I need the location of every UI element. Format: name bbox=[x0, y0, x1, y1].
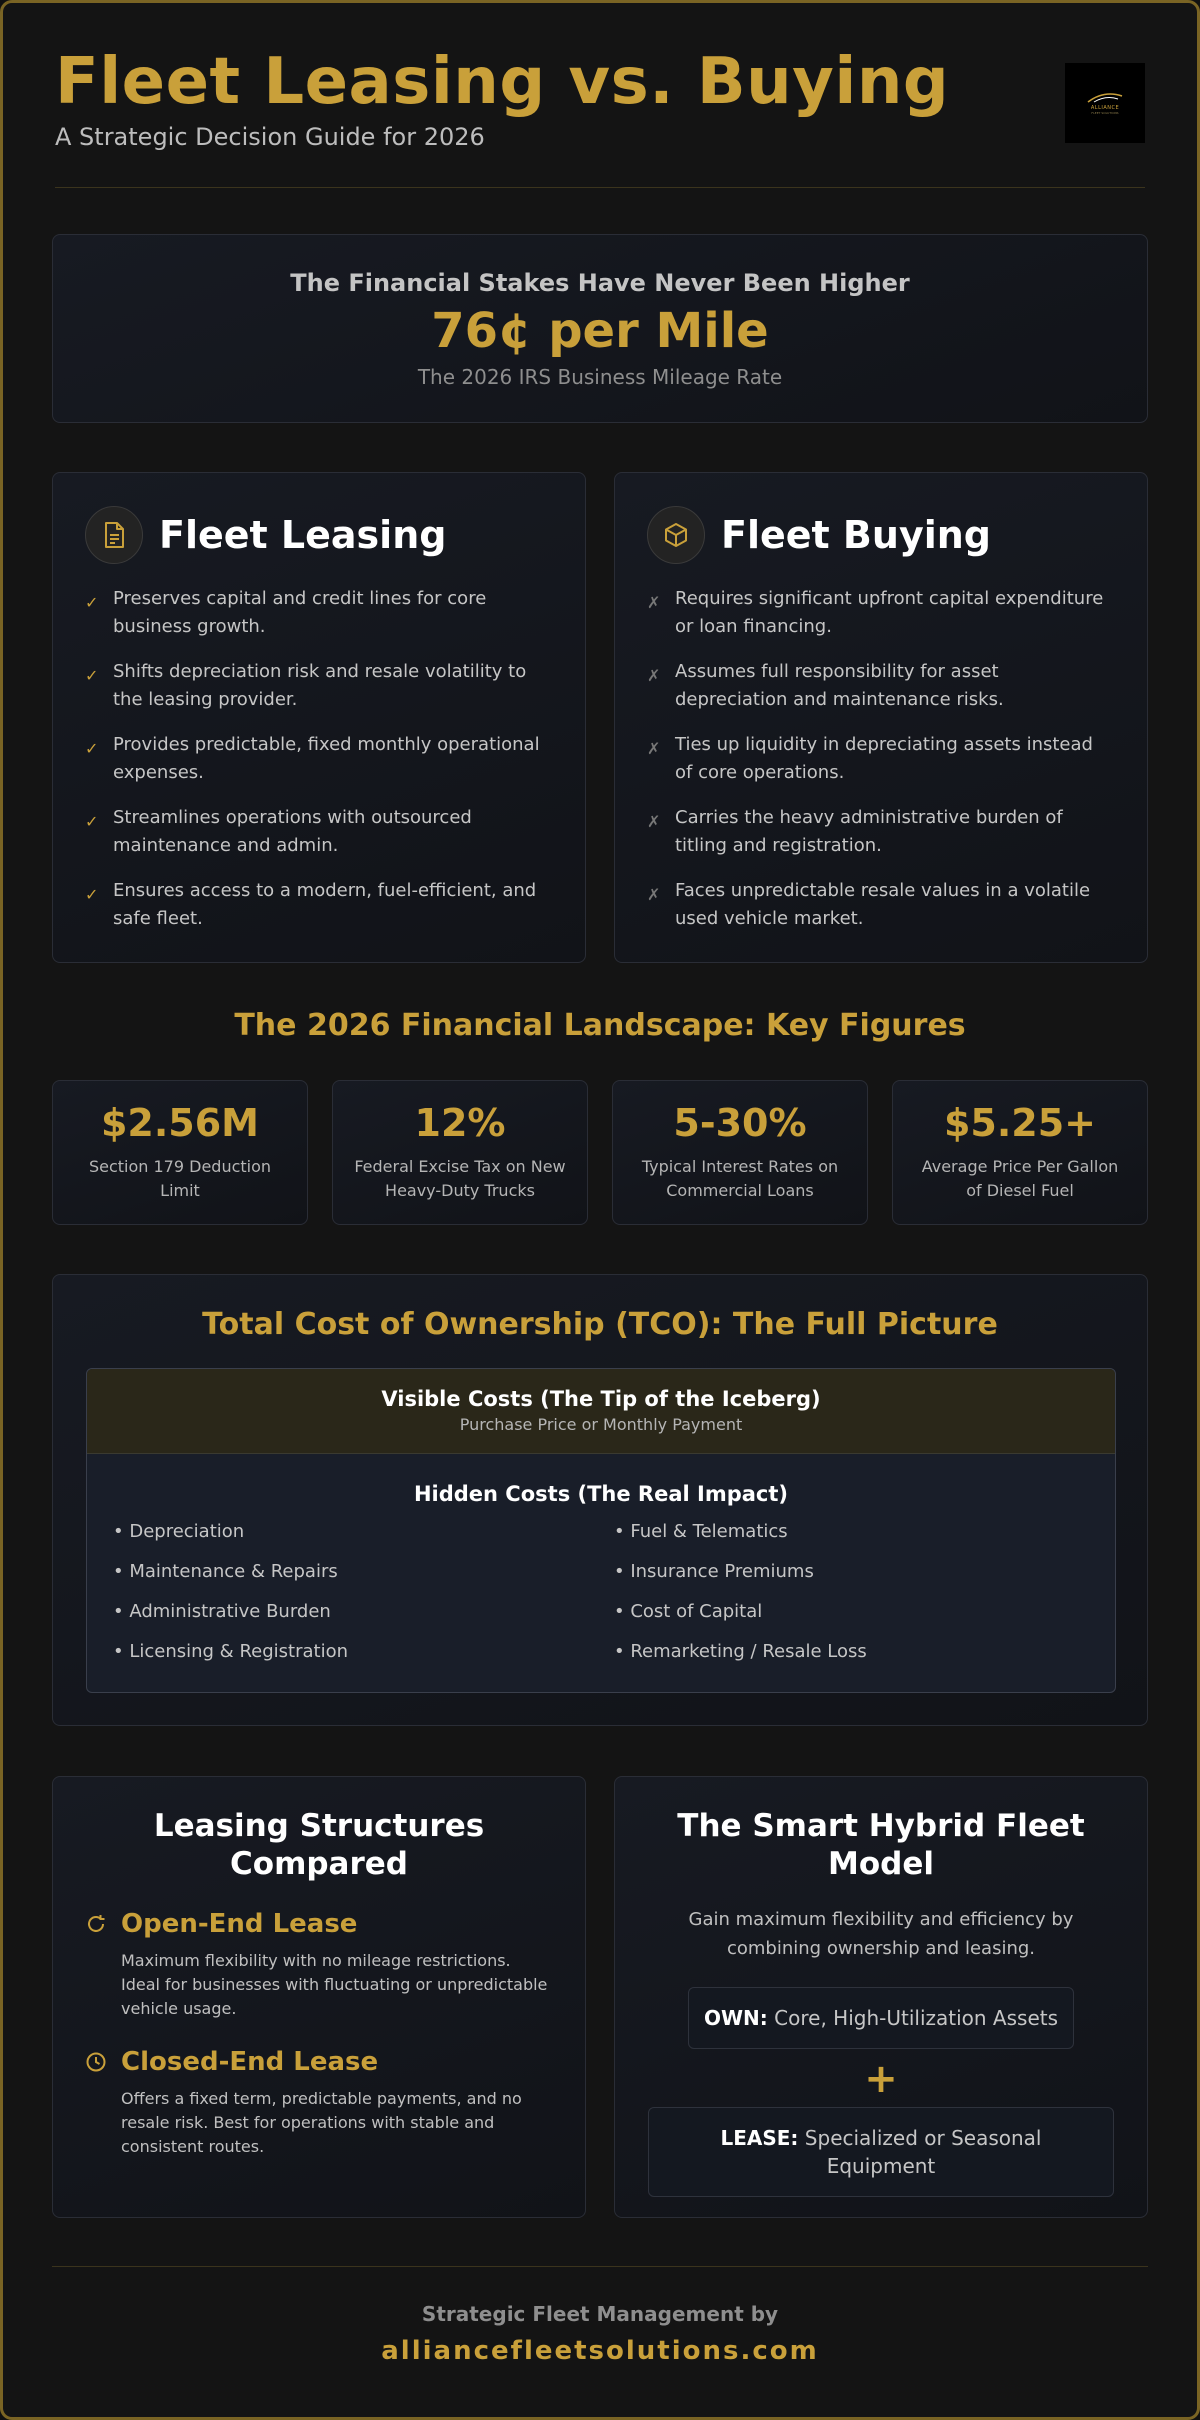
cube-icon bbox=[647, 506, 705, 564]
list-item bbox=[85, 585, 553, 641]
buying-point: Assumes full responsibility for asset depreciation and maintenance risks. bbox=[675, 661, 1004, 710]
structures-title: Leasing Structures Compared bbox=[153, 1808, 485, 1882]
list-item bbox=[85, 877, 553, 933]
check-icon: ✓ bbox=[85, 593, 99, 612]
leasing-point: Shifts depreciation risk and resale volatility to the leasing provider. bbox=[113, 661, 527, 710]
list-item bbox=[647, 585, 1115, 641]
logo-text: ALLIANCE bbox=[1090, 104, 1120, 111]
leasing-card bbox=[52, 472, 586, 963]
figure-label: Average Price Per Gallon of Diesel Fuel bbox=[921, 1157, 1119, 1200]
page-title: Fleet Leasing vs. Buying bbox=[55, 45, 950, 119]
closed-end-lease-name: Closed-End Lease bbox=[121, 2047, 379, 2077]
list-item: • Administrative Burden bbox=[113, 1601, 331, 1622]
buying-point: Requires significant upfront capital expenditure or loan financing. bbox=[675, 588, 1104, 637]
lease-text: Specialized or Seasonal Equipment bbox=[804, 2126, 1042, 2178]
buying-points bbox=[647, 585, 1115, 933]
tco-heading: Total Cost of Ownership (TCO): The Full Picture bbox=[202, 1307, 998, 1342]
hybrid-title: The Smart Hybrid Fleet Model bbox=[677, 1808, 1085, 1882]
cross-icon: ✗ bbox=[647, 666, 661, 685]
closed-end-lease-desc: Offers a fixed term, predictable payments, and no resale risk. Best for operations with stable and consistent routes. bbox=[121, 2089, 522, 2156]
figure-value: 12% bbox=[414, 1101, 506, 1145]
figure-card bbox=[612, 1080, 868, 1225]
buying-point: Faces unpredictable resale values in a volatile used vehicle market. bbox=[675, 880, 1091, 929]
buying-title: Fleet Buying bbox=[721, 513, 991, 557]
cross-icon: ✗ bbox=[647, 593, 661, 612]
own-box bbox=[688, 1987, 1074, 2049]
figure-card bbox=[892, 1080, 1148, 1225]
stakes-panel bbox=[52, 234, 1148, 423]
stakes-value: 76¢ per Mile bbox=[431, 303, 769, 359]
leasing-point: Preserves capital and credit lines for core business growth. bbox=[113, 588, 487, 637]
visible-costs-sub: Purchase Price or Monthly Payment bbox=[459, 1415, 743, 1434]
list-item: • Maintenance & Repairs bbox=[113, 1561, 338, 1582]
open-end-lease-name: Open-End Lease bbox=[121, 1909, 358, 1939]
plus-icon: + bbox=[864, 2056, 898, 2102]
figures-heading: The 2026 Financial Landscape: Key Figures bbox=[234, 1008, 966, 1043]
list-item bbox=[647, 877, 1115, 933]
leasing-point: Provides predictable, fixed monthly operational expenses. bbox=[113, 734, 540, 783]
leasing-point: Streamlines operations with outsourced maintenance and admin. bbox=[113, 807, 472, 856]
list-item: • Depreciation bbox=[113, 1521, 245, 1542]
lease-label: LEASE: bbox=[720, 2126, 799, 2150]
list-item: • Insurance Premiums bbox=[614, 1561, 814, 1582]
leasing-structures-card bbox=[52, 1776, 586, 2218]
figure-value: $2.56M bbox=[100, 1101, 259, 1145]
own-text: Core, High-Utilization Assets bbox=[774, 2006, 1059, 2030]
list-item bbox=[85, 804, 553, 860]
check-icon: ✓ bbox=[85, 666, 99, 685]
open-end-lease-desc: Maximum flexibility with no mileage restrictions. Ideal for businesses with fluctuating or unpredictable vehicle usage. bbox=[121, 1951, 548, 2018]
swoosh-icon bbox=[1086, 92, 1124, 104]
figure-value: 5-30% bbox=[673, 1101, 807, 1145]
hidden-costs-heading: Hidden Costs (The Real Impact) bbox=[413, 1482, 789, 1506]
page-subtitle: A Strategic Decision Guide for 2026 bbox=[55, 123, 485, 151]
figure-label: Federal Excise Tax on New Heavy-Duty Trucks bbox=[354, 1157, 566, 1200]
hybrid-model-card bbox=[614, 1776, 1148, 2218]
document-icon bbox=[85, 506, 143, 564]
refresh-icon bbox=[85, 1913, 107, 1935]
list-item bbox=[647, 731, 1115, 787]
leasing-points bbox=[85, 585, 553, 933]
visible-costs bbox=[87, 1369, 1115, 1454]
check-icon: ✓ bbox=[85, 739, 99, 758]
own-label: OWN: bbox=[703, 2006, 768, 2030]
hybrid-desc: Gain maximum flexibility and efficiency by combining ownership and leasing. bbox=[688, 1909, 1074, 1959]
footer-url[interactable]: alliancefleetsolutions.com bbox=[381, 2336, 819, 2366]
stakes-heading: The Financial Stakes Have Never Been Higher bbox=[290, 269, 910, 297]
tco-iceberg bbox=[86, 1368, 1116, 1693]
list-item: • Remarketing / Resale Loss bbox=[614, 1641, 867, 1662]
cross-icon: ✗ bbox=[647, 812, 661, 831]
figure-value: $5.25+ bbox=[943, 1101, 1097, 1145]
check-icon: ✓ bbox=[85, 885, 99, 904]
footer-byline: Strategic Fleet Management by bbox=[421, 2302, 779, 2326]
lease-box bbox=[648, 2107, 1114, 2197]
cross-icon: ✗ bbox=[647, 885, 661, 904]
hidden-costs-list bbox=[87, 1506, 1115, 1664]
visible-costs-heading: Visible Costs (The Tip of the Iceberg) bbox=[381, 1387, 821, 1411]
leasing-point: Ensures access to a modern, fuel-efficient, and safe fleet. bbox=[113, 880, 537, 929]
stakes-caption: The 2026 IRS Business Mileage Rate bbox=[417, 365, 783, 389]
closed-end-lease bbox=[85, 2047, 553, 2159]
logo-subtext: FLEET SOLUTIONS bbox=[1091, 110, 1119, 115]
list-item: • Cost of Capital bbox=[614, 1601, 763, 1622]
leasing-card-header bbox=[85, 505, 553, 565]
leasing-title: Fleet Leasing bbox=[159, 513, 447, 557]
buying-card-header bbox=[647, 505, 1115, 565]
list-item: • Licensing & Registration bbox=[113, 1641, 348, 1662]
clock-icon bbox=[85, 2051, 107, 2073]
list-item: • Fuel & Telematics bbox=[614, 1521, 788, 1542]
figure-card bbox=[332, 1080, 588, 1225]
tco-panel bbox=[52, 1274, 1148, 1726]
company-logo bbox=[1065, 63, 1145, 143]
cross-icon: ✗ bbox=[647, 739, 661, 758]
footer-divider bbox=[52, 2266, 1148, 2267]
list-item bbox=[647, 804, 1115, 860]
figure-card bbox=[52, 1080, 308, 1225]
check-icon: ✓ bbox=[85, 812, 99, 831]
buying-card bbox=[614, 472, 1148, 963]
list-item bbox=[647, 658, 1115, 714]
figure-label: Section 179 Deduction Limit bbox=[88, 1157, 272, 1200]
figure-label: Typical Interest Rates on Commercial Loans bbox=[641, 1157, 839, 1200]
list-item bbox=[85, 731, 553, 787]
buying-point: Carries the heavy administrative burden of titling and registration. bbox=[675, 807, 1063, 856]
header bbox=[55, 3, 1145, 188]
open-end-lease bbox=[85, 1909, 553, 2021]
list-item bbox=[85, 658, 553, 714]
buying-point: Ties up liquidity in depreciating assets instead of core operations. bbox=[675, 734, 1093, 783]
